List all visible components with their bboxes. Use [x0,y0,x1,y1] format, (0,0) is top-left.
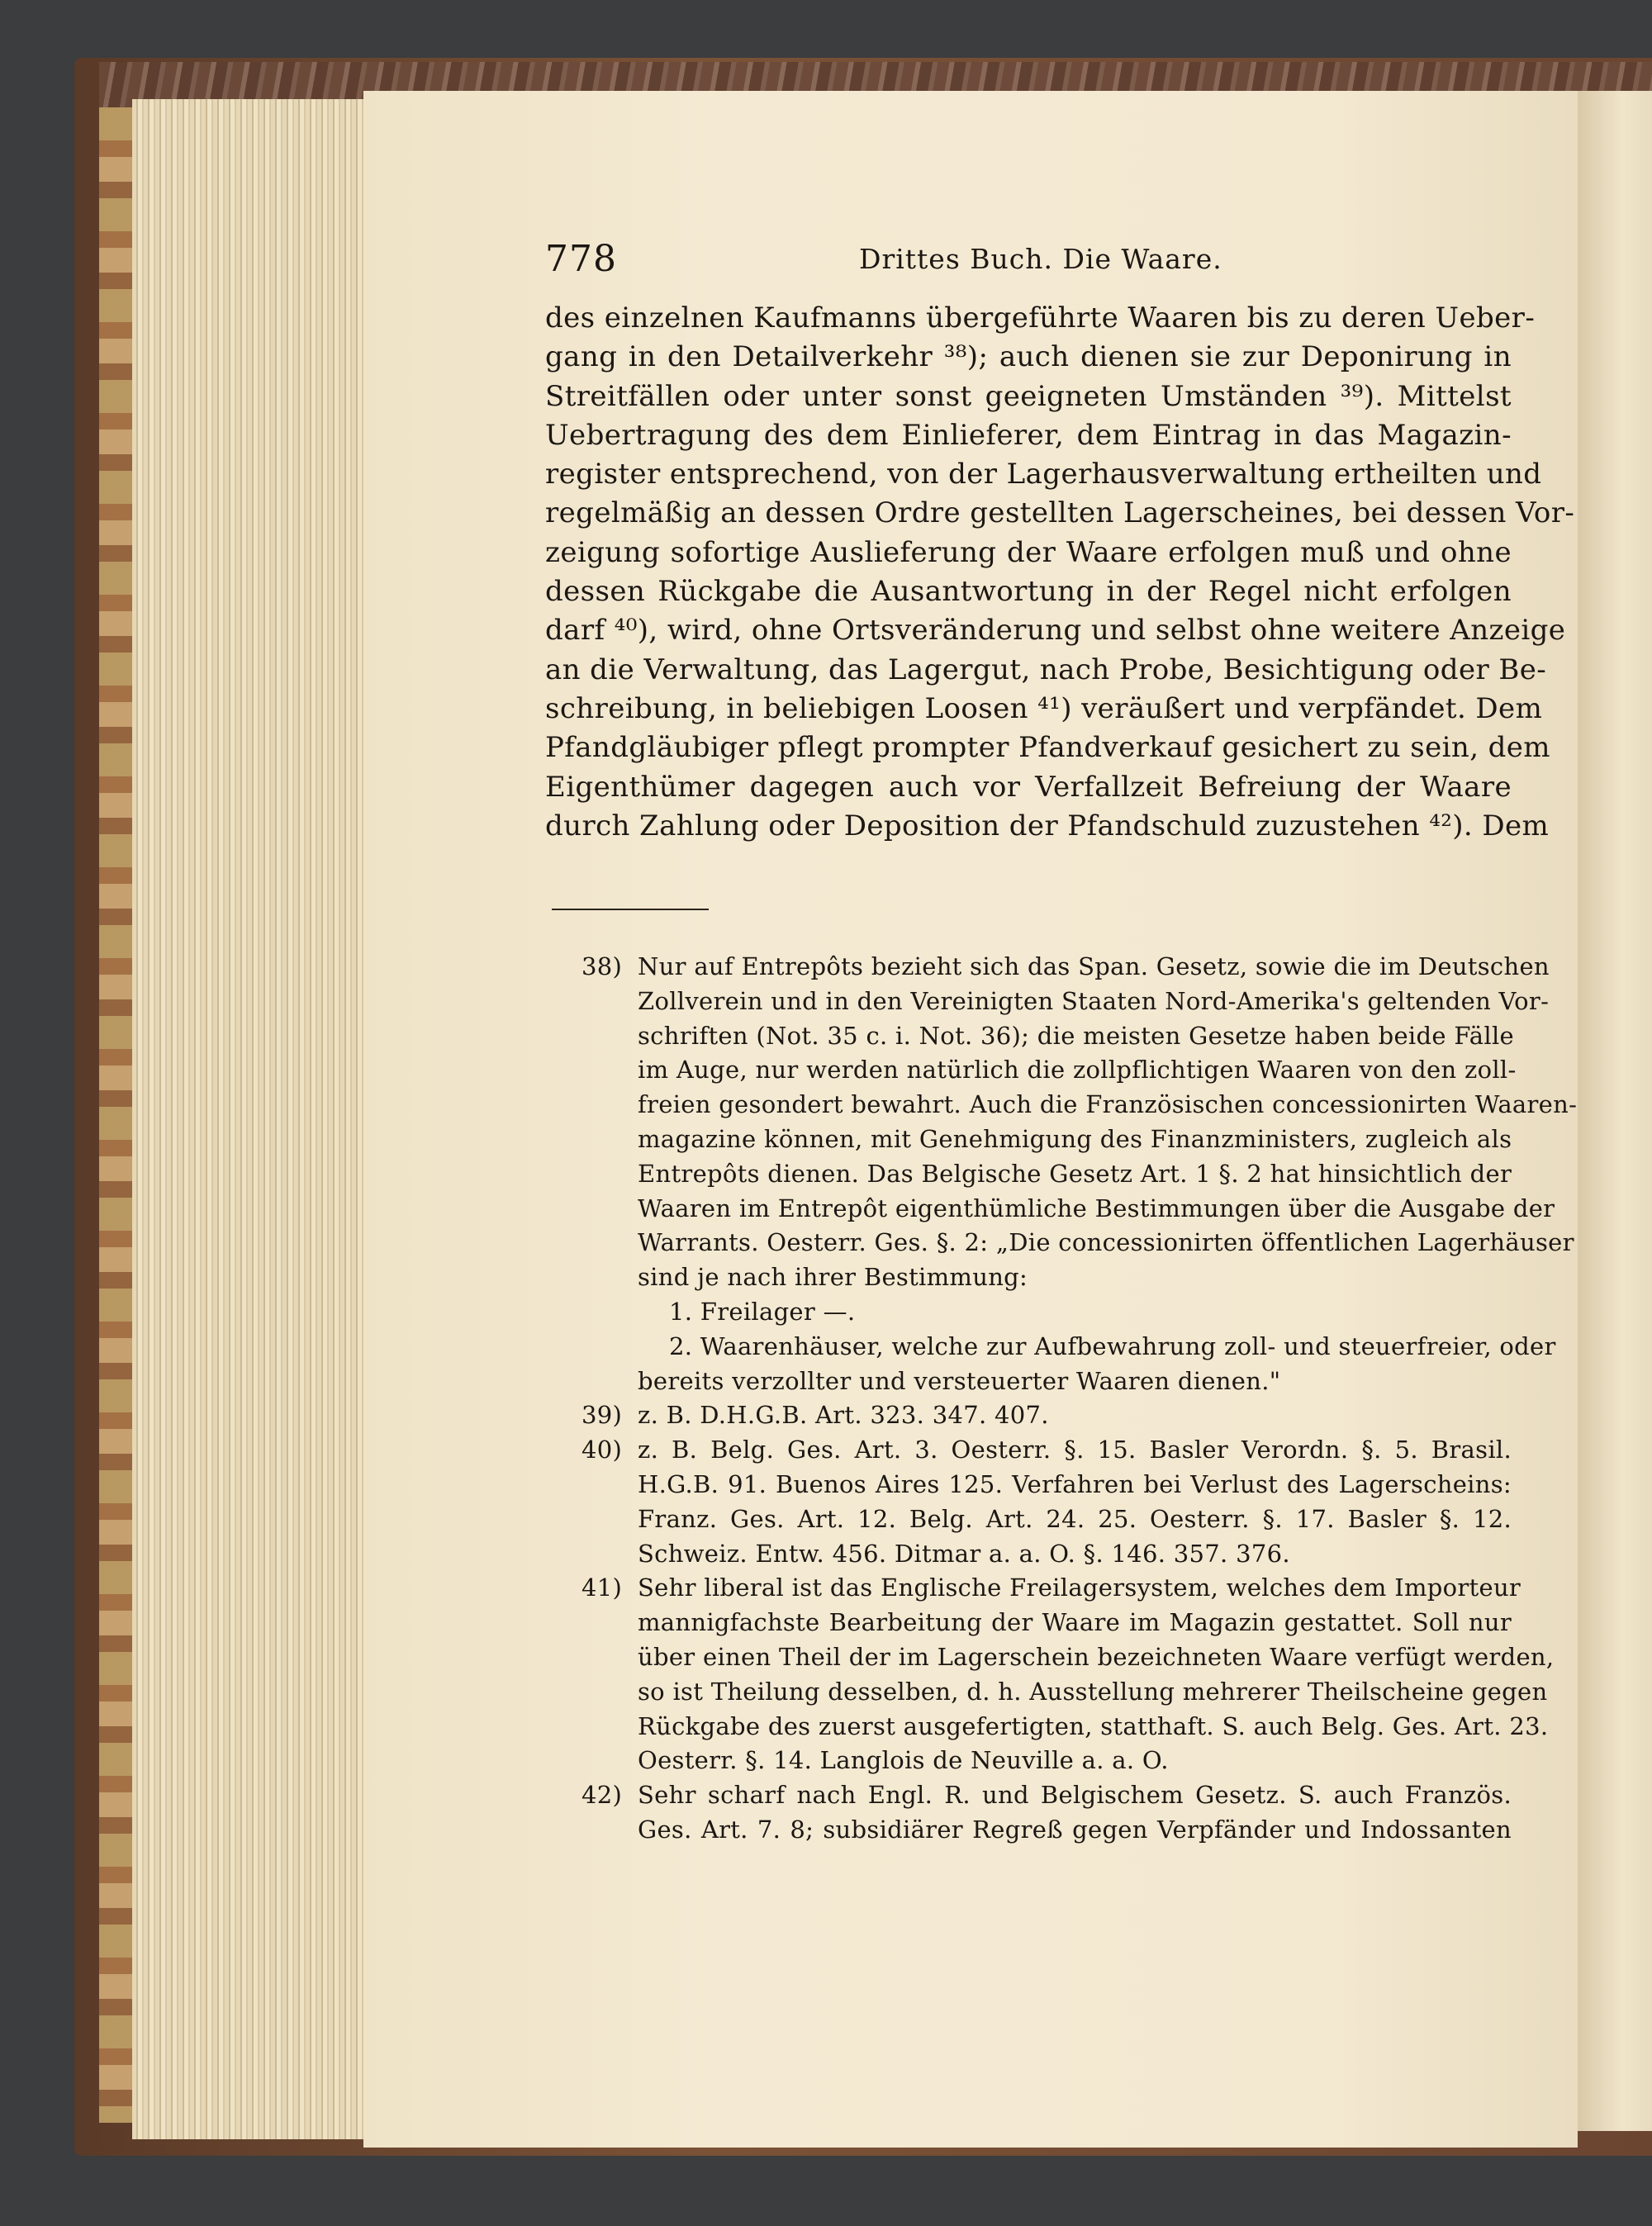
footnote-line: Entrepôts dienen. Das Belgische Gesetz Art. 1 §. 2 hat hinsichtlich der [638,1159,1512,1188]
footnote-line: so ist Theilung desselben, d. h. Ausstellung mehrerer Theilscheine gegen [638,1677,1548,1706]
footnote-line: z. B. Belg. Ges. Art. 3. Oesterr. §. 15. Basler Verordn. §. 5. Brasil. [638,1436,1512,1464]
footnote-number: 42) [582,1781,623,1810]
footnote-line: über einen Theil der im Lagerschein bezeichneten Waare verfügt werden, [638,1642,1555,1671]
footnote-number: 38) [582,952,623,980]
footnote-line: 1. Freilager —. [669,1297,856,1326]
text-line: Pfandgläubiger pflegt prompter Pfandverkauf gesichert zu sein, dem [545,731,1550,765]
text-line: an die Verwaltung, das Lagergut, nach Probe, Besichtigung oder Be- [545,653,1547,686]
page-header [545,238,1512,287]
page-stack-edge [132,99,363,2139]
footnote-line-row [545,1122,1512,1157]
footnote-line: bereits verzollter und versteuerter Waaren dienen." [638,1366,1281,1395]
footnote-line-row [545,1502,1512,1537]
footnote-line-row [545,1675,1548,1710]
footnotes [545,950,1578,1848]
footnote-list-item [545,1330,1556,1365]
footnote-number: 41) [582,1573,623,1602]
footnote-line-row [545,1468,1512,1502]
footnote-line-row [545,1813,1512,1848]
footnote-line: schriften (Not. 35 c. i. Not. 36); die meisten Gesetze haben beide Fälle [638,1021,1514,1050]
footnote-line-row [545,1365,1512,1399]
text-line: Uebertragung des dem Einlieferer, dem Eintrag in das Magazin- [545,418,1512,452]
text-line: zeigung sofortige Auslieferung der Waare erfolgen muß und ohne [545,535,1512,569]
footnote-40 [545,1433,1512,1468]
footnote-line: Warrants. Oesterr. Ges. §. 2: „Die concessionirten öffentlichen Lagerhäuser [638,1228,1574,1257]
footnote-line-row [545,1019,1512,1054]
text-line: schreibung, in beliebigen Loosen ⁴¹) veräußert und verpfändet. Dem [545,691,1543,725]
footnote-line: im Auge, nur werden natürlich die zollpflichtigen Waaren von den zoll- [638,1056,1517,1085]
footnote-line: z. B. D.H.G.B. Art. 323. 347. 407. [638,1401,1049,1430]
footnote-line: Nur auf Entrepôts bezieht sich das Span. Gesetz, sowie die im Deutschen [638,952,1550,980]
footnote-42 [545,1778,1512,1813]
footnote-line-row [545,985,1550,1019]
footnote-line: Waaren im Entrepôt eigenthümliche Bestimmungen über die Ausgabe der [638,1194,1555,1222]
footnote-41 [545,1571,1521,1606]
footnote-line: Zollverein und in den Vereinigten Staaten Nord-Amerika's geltenden Vor- [638,986,1550,1015]
footnote-line: Sehr liberal ist das Englische Freilagersystem, welches dem Importeur [638,1573,1521,1602]
facing-page-edge [1578,91,1652,2131]
running-title: Drittes Buch. Die Waare. [859,243,1222,275]
text-line: darf ⁴⁰), wird, ohne Ortsveränderung und selbst ohne weitere Anzeige [545,614,1566,648]
main-text [545,299,1575,846]
footnote-line-row [545,1053,1517,1088]
footnote-line: sind je nach ihrer Bestimmung: [638,1263,1028,1292]
text-line: durch Zahlung oder Deposition der Pfandschuld zuzustehen ⁴²). Dem [545,809,1550,842]
footnote-line-row [545,1606,1512,1640]
text-line: Streitfällen oder unter sonst geeigneten Umständen ³⁹). Mittelst [545,379,1512,413]
footnote-38 [545,950,1550,985]
text-line: des einzelnen Kaufmanns übergeführte Waaren bis zu deren Ueber- [545,301,1536,335]
footnote-line-row [545,1710,1549,1744]
footnote-list-item [545,1295,1512,1330]
footnote-line-row [545,1744,1512,1778]
footnote-line-row [545,1537,1512,1572]
text-line: Eigenthümer dagegen auch vor Verfallzeit Befreiung der Waare [545,770,1512,804]
footnote-line: Franz. Ges. Art. 12. Belg. Art. 24. 25. Oesterr. §. 17. Basler §. 12. [638,1504,1512,1533]
footnote-line: freien gesondert bewahrt. Auch die Französischen concessionirten Waaren- [638,1090,1578,1119]
text-line: gang in den Detailverkehr ³⁸); auch dienen sie zur Deponirung in [545,340,1512,374]
footnote-line-row [545,1192,1555,1227]
footnote-line: Sehr scharf nach Engl. R. und Belgischem Gesetz. S. auch Französ. [638,1781,1512,1810]
text-line: dessen Rückgabe die Ausantwortung in der Regel nicht erfolgen [545,575,1512,609]
text-line: register entsprechend, von der Lagerhausverwaltung ertheilten und [545,458,1542,491]
text-line: regelmäßig an dessen Ordre gestellten Lagerscheines, bei dessen Vor- [545,496,1575,530]
footnote-line-row [545,1088,1578,1122]
footnote-line-row [545,1226,1574,1260]
footnote-number: 39) [582,1401,623,1430]
footnote-line: magazine können, mit Genehmigung des Finanzministers, zugleich als [638,1124,1512,1153]
footnote-number: 40) [582,1436,623,1464]
footnote-line: Oesterr. §. 14. Langlois de Neuville a. a. O. [638,1746,1169,1775]
footnote-line: Ges. Art. 7. 8; subsidiärer Regreß gegen Verpfänder und Indossanten [638,1815,1512,1844]
footnote-line: mannigfachste Bearbeitung der Waare im Magazin gestattet. Soll nur [638,1608,1512,1637]
footnote-line-row [545,1157,1512,1192]
footnote-line: Schweiz. Entw. 456. Ditmar a. a. O. §. 146. 357. 376. [638,1539,1290,1568]
footnote-line-row [545,1260,1512,1295]
footnote-39 [545,1398,1512,1433]
footnote-line-row [545,1640,1555,1675]
footnote-line: H.G.B. 91. Buenos Aires 125. Verfahren bei Verlust des Lagerscheins: [638,1469,1512,1498]
page-number: 778 [545,238,617,280]
footnote-line: 2. Waarenhäuser, welche zur Aufbewahrung zoll- und steuerfreier, oder [669,1331,1556,1360]
footnote-line: Rückgabe des zuerst ausgefertigten, statthaft. S. auch Belg. Ges. Art. 23. [638,1711,1549,1740]
footnote-rule [552,909,709,910]
